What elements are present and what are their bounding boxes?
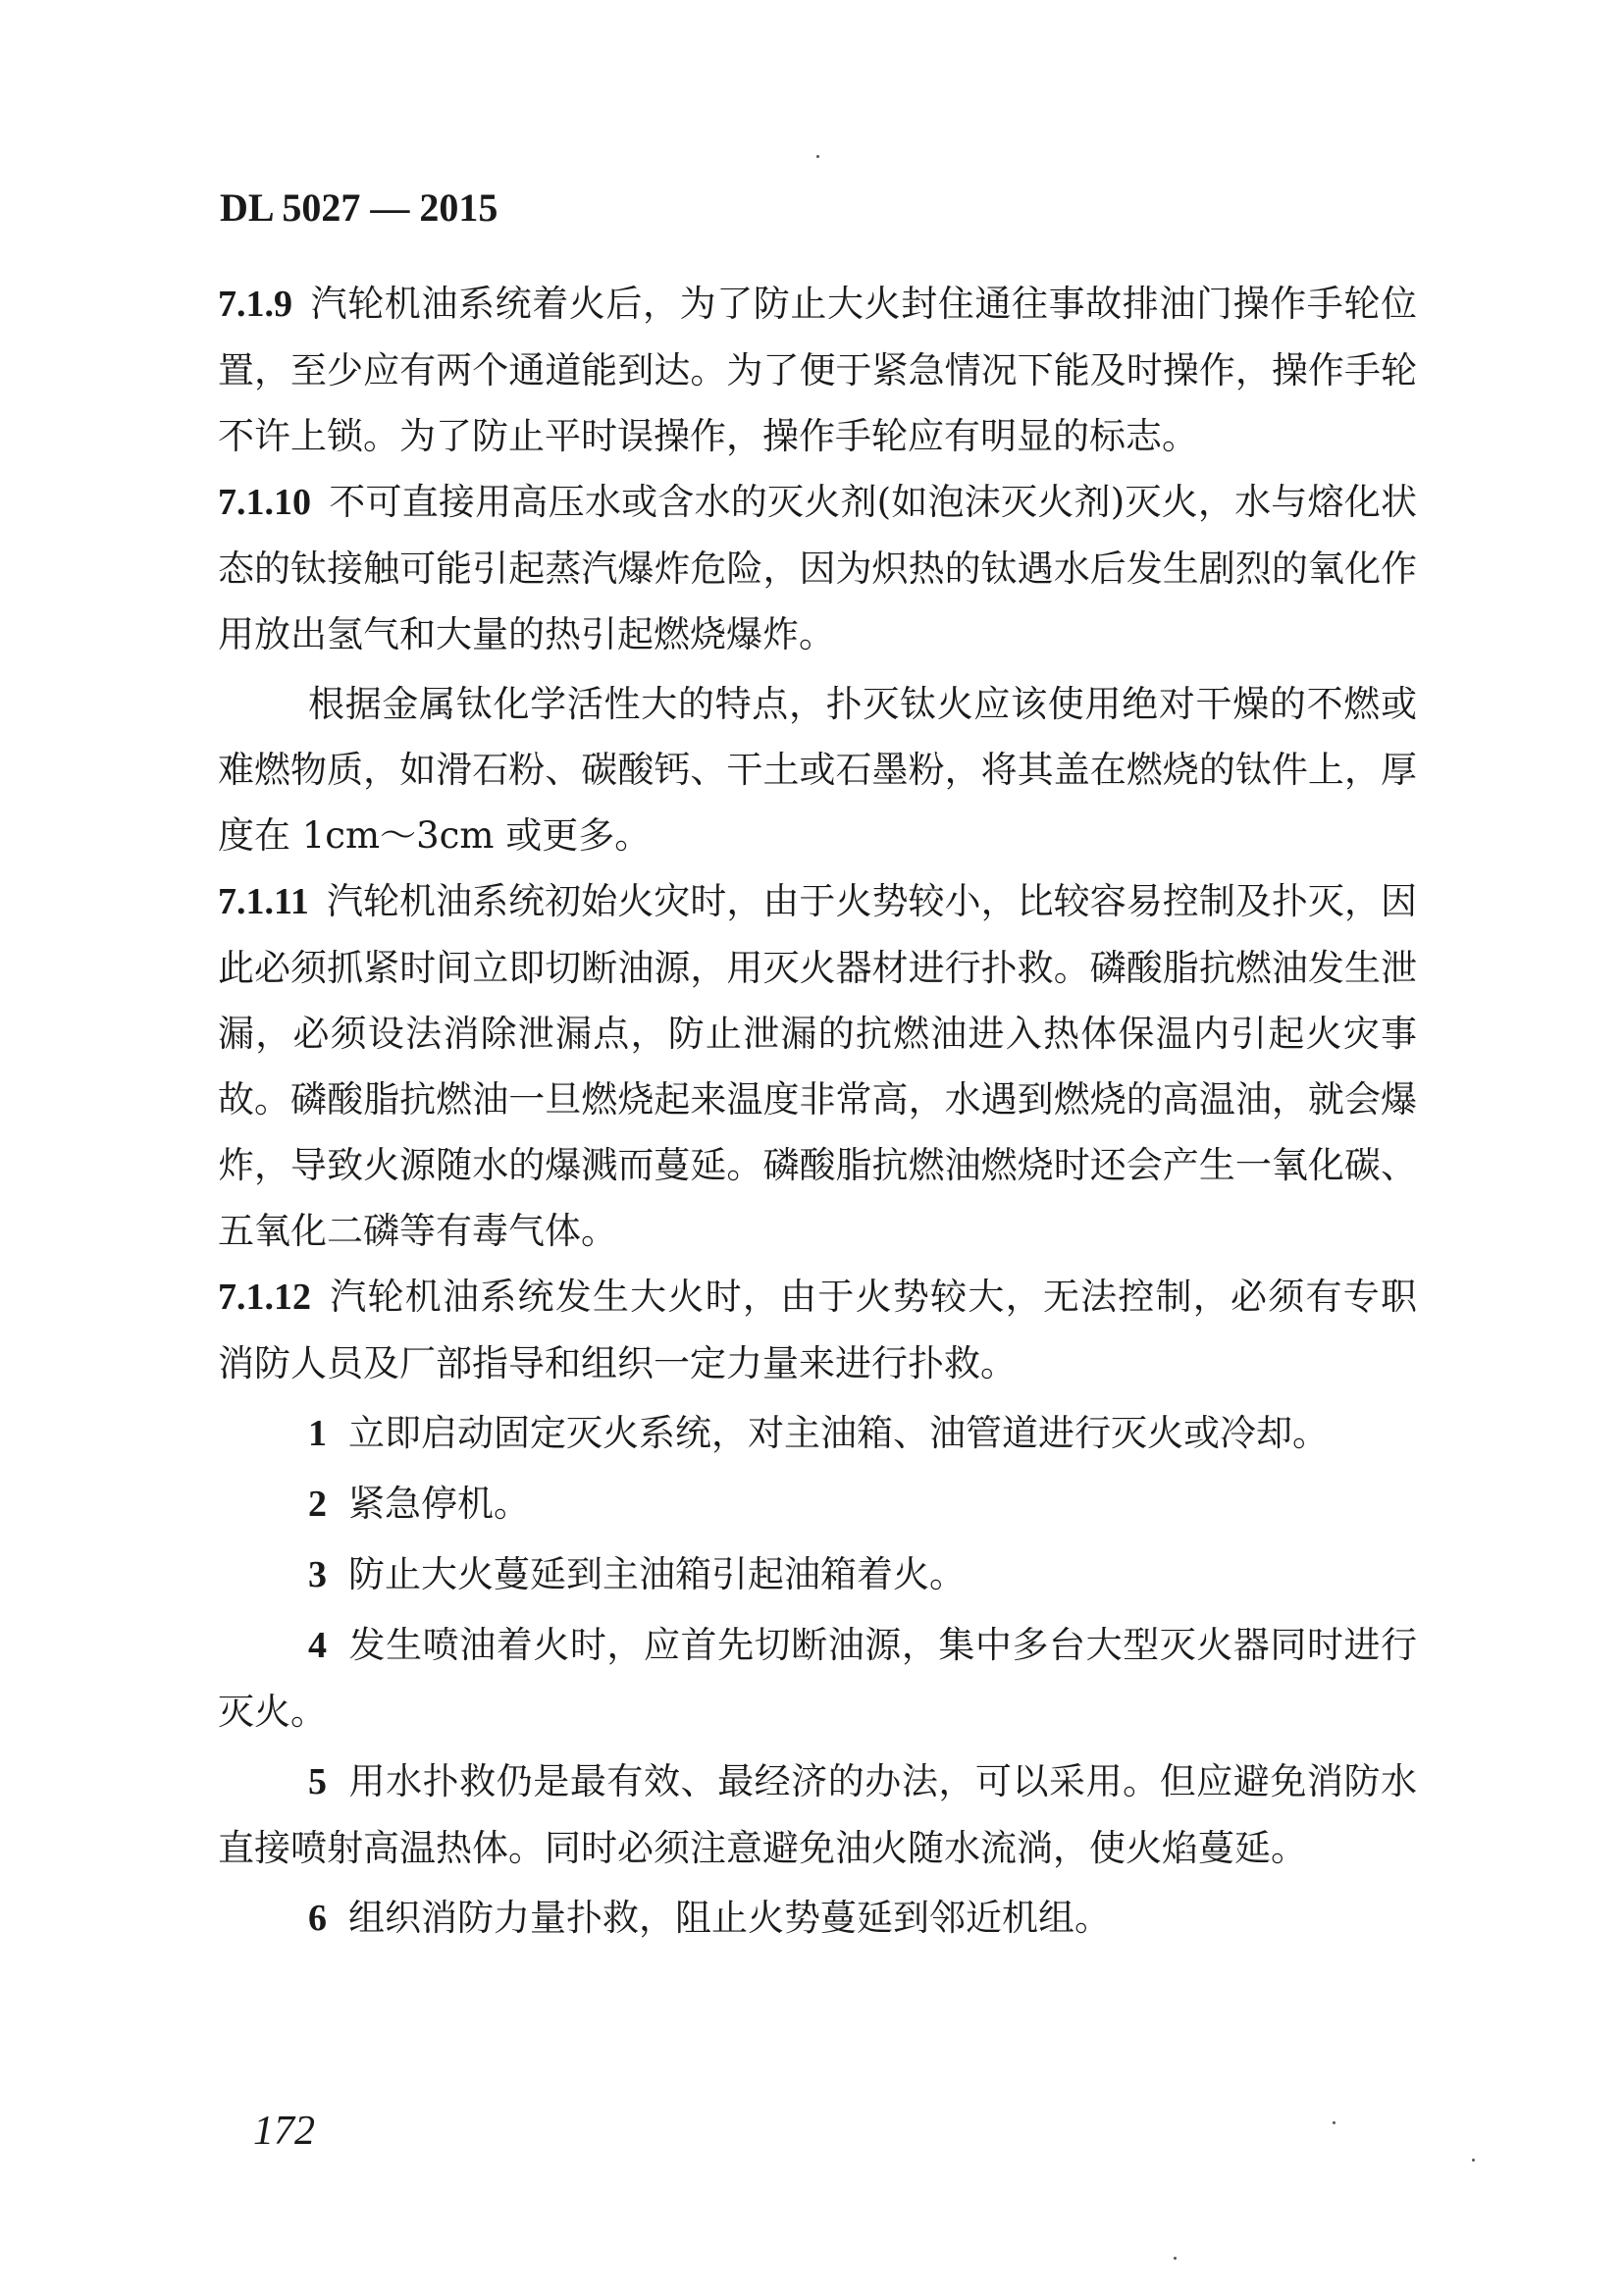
item-text: 紧急停机。 [348,1483,530,1525]
item-text: 防止大火蔓延到主油箱引起油箱着火。 [348,1553,966,1595]
clause-number: 7.1.10 [218,482,311,523]
item-number: 4 [308,1625,327,1666]
clause-text: 汽轮机油系统着火后，为了防止大火封住通往事故排油门操作手轮位置，至少应有两个通道能到达。为了便于紧急情况下能及时操作，操作手轮不许上锁。为了防止平时误操作，操作手轮应有明显的标志。 [218,283,1417,457]
clause-text: 不可直接用高压水或含水的灭火剂(如泡沫灭火剂)灭火，水与熔化状态的钛接触可能引起蒸汽爆炸危险，因为炽热的钛遇水后发生剧烈的氧化作用放出氢气和大量的热引起燃烧爆炸。 [218,481,1417,655]
clause-text: 汽轮机油系统初始火灾时，由于火势较小，比较容易控制及扑灭，因此必须抓紧时间立即切断油源，用灭火器材进行扑救。磷酸脂抗燃油发生泄漏，必须设法消除泄漏点，防止泄漏的抗燃油进入热体保温内引起火灾事故。磷酸脂抗燃油一旦燃烧起来温度非常高，水遇到燃烧的高温油，就会爆炸，导致火源随水的爆溅而蔓延。磷酸脂抗燃油燃烧时还会产生一氧化碳、五氧化二磷等有毒气体。 [218,880,1417,1252]
clause-text: 汽轮机油系统发生大火时，由于火势较大，无法控制，必须有专职消防人员及厂部指导和组织一定力量来进行扑救。 [218,1276,1417,1384]
item-number: 3 [308,1554,327,1595]
item-number: 5 [308,1761,327,1802]
item-number: 2 [308,1484,327,1525]
clause-7-1-10-followup: 根据金属钛化学活性大的特点，扑灭钛火应该使用绝对干燥的不燃或难燃物质，如滑石粉、碳酸钙、干土或石墨粉，将其盖在燃烧的钛件上，厚度在 1cm～3cm 或更多。 [218,683,1417,857]
clause-7-1-9 [218,271,1417,469]
list-item [218,1885,1417,1952]
clause-number: 7.1.12 [218,1277,311,1318]
document-body [218,271,1417,1952]
item-number: 1 [308,1413,327,1454]
standard-code-header: DL 5027 — 2015 [220,185,498,230]
list-item [218,1541,1417,1608]
scan-speck [816,155,819,158]
item-text: 用水扑救仍是最有效、最经济的办法，可以采用。但应避免消防水直接喷射高温热体。同时必须注意避免油火随水流淌，使火焰蔓延。 [218,1760,1417,1869]
item-text: 立即启动固定灭火系统，对主油箱、油管道进行灭火或冷却。 [348,1412,1329,1454]
clause-7-1-10 [218,469,1417,667]
list-item [218,1400,1417,1467]
item-text: 发生喷油着火时，应首先切断油源，集中多台大型灭火器同时进行灭火。 [218,1624,1417,1733]
list-item [218,1612,1417,1745]
scan-speck [1174,2257,1177,2260]
scan-speck [1472,2159,1475,2162]
clause-7-1-12 [218,1264,1417,1396]
list-item [218,1748,1417,1881]
clause-7-1-11 [218,868,1417,1264]
scan-speck [1333,2121,1336,2124]
page-number: 172 [253,2109,315,2154]
list-item [218,1471,1417,1538]
item-text: 组织消防力量扑救，阻止火势蔓延到邻近机组。 [348,1897,1111,1939]
clause-number: 7.1.9 [218,284,292,325]
clause-number: 7.1.11 [218,881,309,922]
item-number: 6 [308,1898,327,1939]
